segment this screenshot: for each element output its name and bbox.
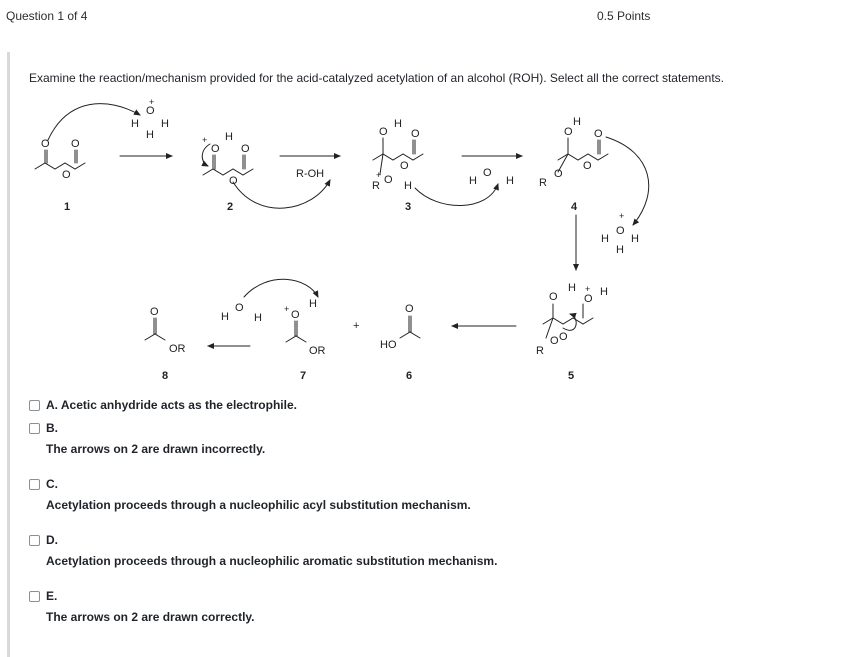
atom-o: O — [211, 143, 220, 155]
atom-h: H — [573, 116, 581, 128]
atom-o: O — [550, 335, 559, 347]
atom-o: O — [150, 306, 159, 318]
option-d-text: Acetylation proceeds through a nucleophilic aromatic substitution mechanism. — [46, 554, 498, 568]
atom-r: R — [536, 345, 544, 357]
atom-o: O — [62, 169, 71, 181]
atom-o: O — [405, 303, 414, 315]
positive-charge: + — [619, 211, 625, 221]
question-prompt: Examine the reaction/mechanism provided for the acid-catalyzed acetylation of an alcohol (ROH). Select all the correct statements. — [29, 71, 724, 85]
compound-7-structure — [286, 336, 306, 342]
reaction-mechanism-scheme — [28, 92, 668, 392]
compound-label-6: 6 — [406, 370, 413, 382]
atom-o: O — [411, 128, 420, 140]
compound-label-4: 4 — [571, 201, 578, 213]
curved-arrow-3 — [415, 184, 498, 206]
atom-o: O — [146, 105, 155, 117]
atom-o: O — [549, 291, 558, 303]
positive-charge: + — [202, 135, 208, 145]
atom-h: H — [506, 175, 514, 187]
atom-h: H — [600, 286, 608, 298]
positive-charge: + — [149, 97, 155, 107]
atom-h: H — [631, 233, 639, 245]
atom-r: R — [372, 180, 380, 192]
option-c-text: Acetylation proceeds through a nucleophilic acyl substitution mechanism. — [46, 498, 471, 512]
atom-o: O — [291, 309, 300, 321]
compound-label-1: 1 — [64, 201, 71, 213]
atom-h: H — [616, 244, 624, 256]
atom-o: O — [379, 126, 388, 138]
option-b-checkbox[interactable] — [29, 423, 40, 434]
atom-o: O — [616, 225, 625, 237]
compound-6-structure — [400, 332, 420, 338]
positive-charge: + — [376, 170, 382, 180]
atom-h: H — [221, 311, 229, 323]
compound-3-structure — [373, 154, 423, 160]
atom-h: H — [254, 312, 262, 324]
atom-h: H — [146, 129, 154, 141]
atom-o: O — [483, 167, 492, 179]
option-b-letter: B. — [46, 421, 58, 435]
option-d-checkbox[interactable] — [29, 535, 40, 546]
question-counter: Question 1 of 4 — [6, 9, 88, 23]
curved-arrow-7 — [244, 279, 318, 297]
atom-h: H — [394, 118, 402, 130]
fragment-or: OR — [309, 345, 326, 357]
curved-arrow-5 — [563, 314, 576, 330]
atom-o: O — [241, 143, 250, 155]
atom-o: O — [594, 128, 603, 140]
atom-o: O — [559, 331, 568, 343]
atom-h: H — [469, 175, 477, 187]
compound-8-structure — [145, 334, 165, 340]
fragment-ho: HO — [380, 339, 397, 351]
atom-o: O — [584, 293, 593, 305]
compound-2-structure — [203, 169, 253, 175]
atom-o: O — [564, 126, 573, 138]
atom-o: O — [41, 138, 50, 150]
atom-o: O — [583, 160, 592, 172]
compound-label-8: 8 — [162, 370, 169, 382]
question-points: 0.5 Points — [597, 9, 651, 23]
curved-arrow-1 — [48, 104, 140, 140]
atom-o: O — [71, 138, 80, 150]
option-e-text: The arrows on 2 are drawn correctly. — [46, 610, 255, 624]
positive-charge: + — [284, 304, 290, 314]
compound-label-5: 5 — [568, 370, 575, 382]
atom-h: H — [161, 118, 169, 130]
atom-h: H — [601, 233, 609, 245]
option-c-letter: C. — [46, 477, 58, 491]
compound-5-structure — [543, 318, 593, 324]
atom-r: R — [539, 177, 547, 189]
compound-1-structure — [35, 163, 85, 169]
atom-h: H — [309, 298, 317, 310]
option-b-text: The arrows on 2 are drawn incorrectly. — [46, 442, 266, 456]
compound-label-2: 2 — [227, 201, 234, 213]
compound-label-3: 3 — [405, 201, 412, 213]
atom-h: H — [131, 118, 139, 130]
plus-sign: + — [353, 320, 360, 332]
atom-h: H — [568, 282, 576, 294]
fragment-or: OR — [169, 343, 186, 355]
curved-arrow-2b — [233, 180, 330, 208]
curved-arrow-4 — [606, 137, 649, 225]
positive-charge: + — [585, 284, 591, 294]
atom-o: O — [400, 160, 409, 172]
atom-o: O — [235, 302, 244, 314]
option-a-checkbox[interactable] — [29, 400, 40, 411]
question-left-border — [7, 52, 10, 657]
curved-arrow-2a — [202, 144, 210, 166]
atom-h: H — [404, 180, 412, 192]
option-d-letter: D. — [46, 533, 58, 547]
atom-o: O — [554, 168, 563, 180]
atom-h: H — [225, 131, 233, 143]
atom-o: O — [229, 175, 238, 187]
reagent-r-oh: R-OH — [296, 168, 325, 180]
question-header — [0, 0, 847, 36]
compound-label-7: 7 — [300, 370, 307, 382]
option-c-checkbox[interactable] — [29, 479, 40, 490]
option-e-checkbox[interactable] — [29, 591, 40, 602]
atom-o: O — [384, 174, 393, 186]
option-e-letter: E. — [46, 589, 58, 603]
option-a-text: A. Acetic anhydride acts as the electrophile. — [46, 398, 297, 412]
